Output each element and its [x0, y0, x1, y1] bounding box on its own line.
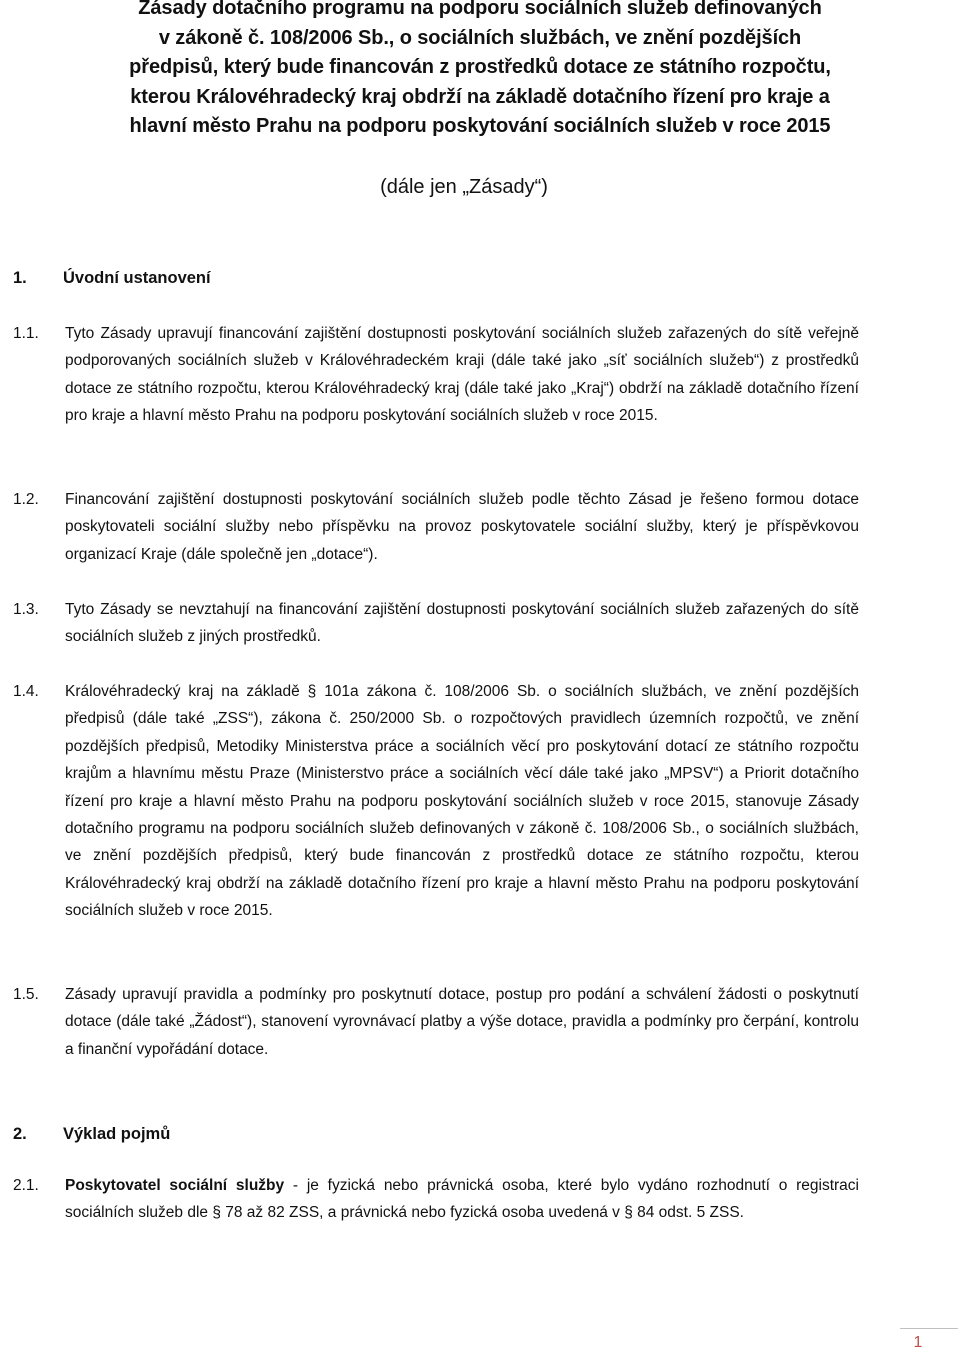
- footer-divider: [900, 1328, 958, 1329]
- paragraph-number: 1.4.: [13, 683, 39, 700]
- section-title: Výklad pojmů: [63, 1125, 171, 1143]
- title-line: hlavní město Prahu na podporu poskytování sociálních služeb v roce 2015: [129, 115, 831, 137]
- paragraph-text: Financování zajištění dostupnosti poskytování sociálních služeb podle těchto Zásad je řešeno formou dotace poskytovateli sociální služby nebo příspěvku na provoz poskytovatele sociální služby, který je příspěvkovou organizací Kraje (dále společně jen „dotace“).: [65, 491, 859, 563]
- section-title: Úvodní ustanovení: [63, 269, 211, 287]
- defined-term: Poskytovatel sociální služby: [65, 1177, 285, 1194]
- paragraph-2-1: [13, 1172, 859, 1256]
- paragraph-1-4: [13, 678, 859, 954]
- paragraph-text: Zásady upravují pravidla a podmínky pro poskytnutí dotace, postup pro podání a schválení žádosti o poskytnutí dotace (dále také „Žádost“), stanovení vyrovnávací platby a výše dotace, pravidla a podmínky pro čerpání, kontrolu a finanční vypořádání dotace.: [65, 986, 859, 1058]
- paragraph-number: 1.1.: [13, 325, 39, 342]
- paragraph-1-2: [13, 486, 859, 570]
- title-line: kterou Královéhradecký kraj obdrží na základě dotačního řízení pro kraje a: [130, 85, 830, 108]
- paragraph-text: [65, 1172, 859, 1227]
- paragraph-number: 1.2.: [13, 491, 39, 508]
- paragraph-text: Tyto Zásady se nevztahují na financování zajištění dostupnosti poskytování sociálních služeb zařazených do sítě sociálních služeb z jiných prostředků.: [65, 601, 859, 646]
- document-subtitle: (dále jen „Zásady“): [380, 176, 548, 198]
- section-heading-2: [13, 1123, 313, 1145]
- paragraph-1-1: [13, 320, 859, 460]
- paragraph-number: 1.5.: [13, 986, 39, 1003]
- definition-text: - je fyzická nebo právnická osoba, které bylo vydáno rozhodnutí o registraci sociálních služeb dle § 78 až 82 ZSS, a právnická nebo fyzická osoba uvedená v § 84 odst. 5 ZSS.: [65, 1177, 859, 1222]
- paragraph-1-3: [13, 596, 859, 652]
- title-line: v zákoně č. 108/2006 Sb., o sociálních službách, ve znění pozdějších: [158, 26, 802, 49]
- title-line: předpisů, který bude financován z prostředků dotace ze státního rozpočtu,: [129, 56, 831, 78]
- section-number: 1.: [13, 269, 27, 287]
- page-number: 1: [913, 1334, 923, 1351]
- paragraph-text: Královéhradecký kraj na základě § 101a zákona č. 108/2006 Sb. o sociálních službách, ve znění pozdějších předpisů (dále také „ZSS“), zákona č. 250/2000 Sb. o rozpočtových pravidlech územních rozpočtů, ve znění pozdějších předpisů, Metodiky Ministerstva práce a sociálních věcí pro poskytování dotací ze státního rozpočtu krajům a hlavnímu městu Praze (Ministerstvo práce a sociálních věcí dále také jako „MPSV“) a Priorit dotačního řízení pro kraje a hlavní město Prahu na podporu poskytování sociálních služeb v roce 2015, stanovuje Zásady dotačního programu na podporu sociálních služeb definovaných v zákoně č. 108/2006 Sb., o sociálních službách, ve znění pozdějších předpisů, který bude financován z prostředků dotace ze státního rozpočtu, kterou Královéhradecký kraj obdrží na základě dotačního řízení pro kraje a hlavní město Prahu na podporu poskytování sociálních služeb v roce 2015.: [65, 683, 859, 920]
- section-heading-1: [13, 267, 313, 289]
- title-line: Zásady dotačního programu na podporu sociálních služeb definovaných: [138, 0, 822, 19]
- paragraph-number: 2.1.: [13, 1177, 39, 1194]
- paragraph-1-5: [13, 981, 859, 1065]
- section-number: 2.: [13, 1125, 27, 1143]
- paragraph-number: 1.3.: [13, 601, 39, 618]
- paragraph-text: Tyto Zásady upravují financování zajištění dostupnosti poskytování sociálních služeb zařazených do sítě veřejně podporovaných sociálních služeb v Královéhradeckém kraji (dále také jako „síť sociálních služeb“) z prostředků dotace ze státního rozpočtu, kterou Královéhradecký kraj (dále také jako „Kraj“) obdrží na základě dotačního řízení pro kraje a hlavní město Prahu na podporu poskytování sociálních služeb v roce 2015.: [65, 325, 859, 425]
- document-title: [60, 0, 900, 142]
